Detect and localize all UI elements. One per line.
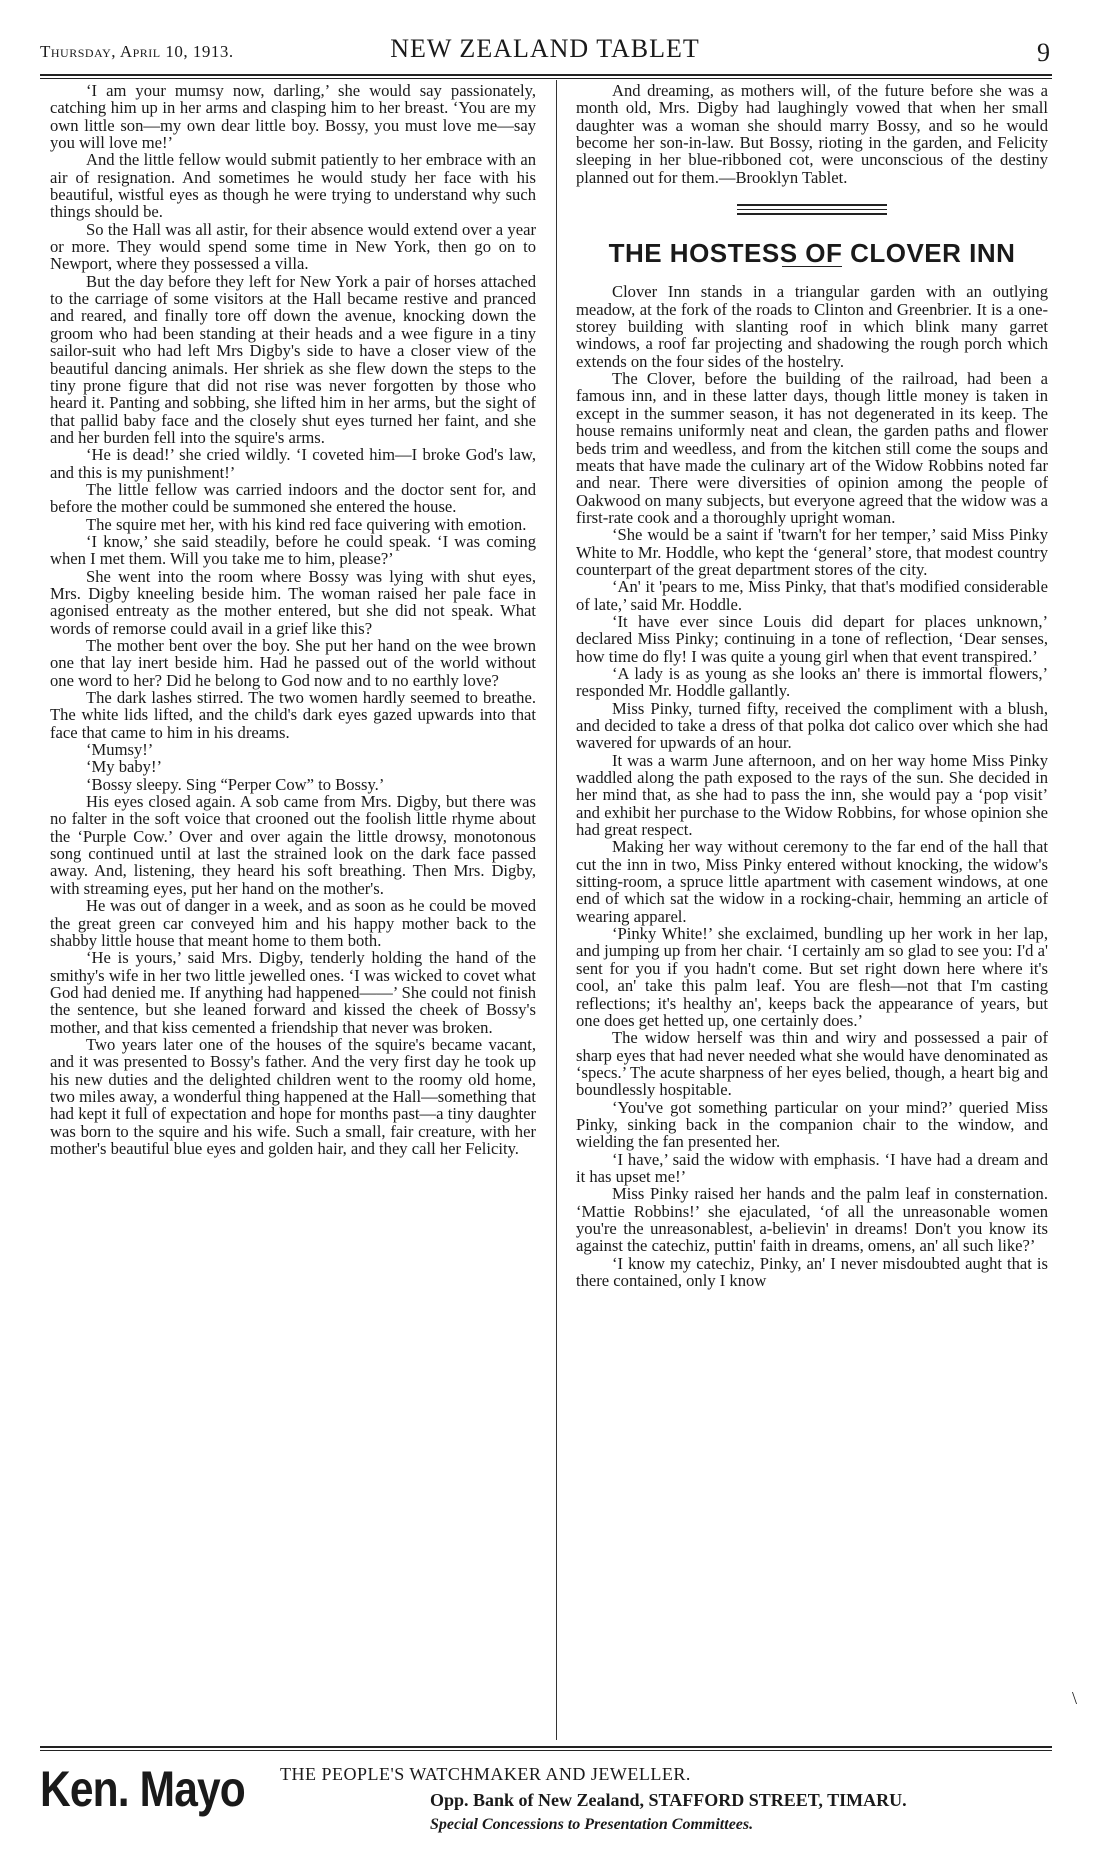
paragraph: ‘Mumsy!’ [86,740,154,760]
paragraph: She went into the room where Bossy was lying with shut eyes, Mrs. Digby kneeling beside him. The woman raised her pale face in agonised entreaty as the mother entered, but she did not speak. What words of remorse could avail in a grief like this? [50,566,536,638]
margin-mark: \ [1072,1688,1078,1708]
paragraph: Making her way without ceremony to the far end of the hall that cut the inn in two, Miss Pinky entered without knocking, the widow's sitting-room, a spruce little apartment with casement windows, at one end of which sat the widow in a rocking-chair, hemming an article of wearing apparel. [576,837,1048,926]
publication-title: NEW ZEALAND TABLET [390,34,700,63]
paragraph: It was a warm June afternoon, and on her way home Miss Pinky waddled along the path exposed to the rays of the sun. She decided in her mind that, as she had to pass the inn, she would pay a ‘pop visit’ and exhibit her purchase to the Widow Robbins, for whose opinion she had great respect. [576,750,1048,840]
page-header [40,34,1050,72]
paragraph: Miss Pinky, turned fifty, received the compliment with a blush, and decided to take a dress of that polka dot calico over which she had wavered for upwards of an hour. [576,698,1048,753]
paragraph: The little fellow was carried indoors and the doctor sent for, and before the mother could be summoned she entered the house. [50,479,536,517]
paragraph: ‘I know,’ she said steadily, before he could speak. ‘I was coming when I met them. Will you take me to him, please?’ [50,531,536,569]
ad-tagline: THE PEOPLE'S WATCHMAKER AND JEWELLER. [280,1764,691,1784]
ad-address: Opp. Bank of New Zealand, STAFFORD STREET, TIMARU. [430,1790,907,1810]
paragraph: Miss Pinky raised her hands and the palm leaf in consternation. ‘Mattie Robbins!’ she ejaculated, ‘of all the unreasonable women you're the unreasonablest, a-believin' in dreams! Don't you know its against the catechiz, puttin' faith in dreams, omens, an' all such like?’ [576,1184,1048,1256]
paragraph: He was out of danger in a week, and as soon as he could be moved the great green car conveyed him and his happy mother back to the shabby little house that meant home to them both. [50,896,536,950]
ad-brand-logo: Ken. Mayo [40,1761,245,1817]
paragraph: The widow herself was thin and wiry and possessed a pair of sharp eyes that had never needed what she would have denominated as ‘specs.’ The acute sharpness of her eyes belied, though, a heart big and boundlessly hospitable. [576,1028,1048,1100]
paragraph: His eyes closed again. A sob came from Mrs. Digby, but there was no falter in the soft voice that crooned out the foolish little rhyme about the ‘Purple Cow.’ Over and over again the little drowsy, monotonous song continued until at last the strained look on the dark face passed away. And, listening, they heard his soft breathing. Then Mrs. Digby, with streaming eyes, put her hand on the mother's. [50,792,536,898]
paragraph: So the Hall was all astir, for their absence would extend over a year or more. They would spend some time in New York, then go on to Newport, where they possessed a villa. [50,219,536,274]
right-column [576,82,1048,1740]
paragraph: ‘I am your mumsy now, darling,’ she would say passionately, catching him up in her arms and clasping him to her breast. ‘You are my own little son—my own dear little boy. Bossy, you must love me—say you will love me!’ [50,82,536,153]
footer-rule [40,1746,1052,1748]
paragraph: ‘I have,’ said the widow with emphasis. ‘I have had a dream and it has upset me!’ [576,1149,1048,1186]
footer-rule-thin [40,1750,1052,1751]
intro-paragraph: And dreaming, as mothers will, of the future before she was a month old, Mrs. Digby had laughingly vowed that when her small daughter was a woman she should marry Bossy, and so he would become her son-in-law. But Bossy, rioting in the garden, and Felicity sleeping in her blue-ribboned cot, were unconscious of the destiny planned out for them.—Brooklyn Tablet. [576,82,1048,187]
paragraph: ‘It have ever since Louis did depart for places unknown,’ declared Miss Pinky; continuing in a tone of reflection, ‘Dear senses, how time do fly! I was quite a young girl when that event transpired.’ [576,611,1048,666]
paragraph: The Clover, before the building of the railroad, had been a famous inn, and in these latter days, though little money is taken in except in the summer season, it has not degenerated in its keep. The house remains uniformly neat and clean, the garden paths and flower beds trim and weedless, and from the kitchen still come the soups and meats that have made the culinary art of the Widow Robbins noted far and near. There were diversities of opinion among the people of Oakwood on many subjects, but everyone agreed that the widow was a first-rate cook and a thoroughly upright woman. [576,369,1048,527]
header-rule-thin [40,78,1052,79]
paragraph: The mother bent over the boy. She put her hand on the wee brown one that lay inert beside him. Had he passed out of the world without one word to her? Did he belong to God now and to no earthly love? [50,636,536,690]
paragraph: But the day before they left for New York a pair of horses attached to the carriage of some visitors at the Hall became restive and pranced and reared, and finally tore off down the avenue, knocking down the groom who had been standing at their heads and a wee figure in a tiny sailor-suit who had left Mrs Digby's side to have a closer view of the beautiful dancing animals. Her shriek as she flew down the steps to the tiny prone figure that did not rise was never forgotten by those who heard it. Panting and sobbing, she lifted him in her arms, but the sight of that pallid baby face and the closely shut eyes turned her faint, and she and her burden fell into the squire's arms. [50,271,536,447]
paragraph: ‘A lady is as young as she looks an' there is immortal flowers,’ responded Mr. Hoddle gallantly. [576,663,1048,701]
paragraph: ‘My baby!’ [86,757,163,777]
page-number: 9 [1037,38,1050,67]
left-column [50,82,536,1740]
paragraph: ‘An' it 'pears to me, Miss Pinky, that that's modified considerable of late,’ said Mr. Hoddle. [576,577,1048,614]
paragraph: Clover Inn stands in a triangular garden with an outlying meadow, at the fork of the roads to Clinton and Greenbrier. It is a one-storey building with slanting roof in which blink many garret windows, a roof far projecting and shadowing the rough porch which extends on the four sides of the hostelry. [576,282,1048,371]
section-ornament [737,204,887,215]
paragraph: ‘You've got something particular on your mind?’ queried Miss Pinky, sinking back in the companion chair to the window, and wielding the fan presented her. [576,1097,1048,1152]
header-rule [40,74,1052,76]
paragraph: The squire met her, with his kind red face quivering with emotion. [86,514,527,534]
article-title: THE HOSTESS OF CLOVER INN [608,238,1016,269]
paragraph: ‘I know my catechiz, Pinky, an' I never misdoubted aught that is there contained, only I know [576,1253,1048,1290]
paragraph: ‘She would be a saint if 'twarn't for her temper,’ said Miss Pinky White to Mr. Hoddle, who kept the ‘general’ store, that modest country counterpart of the great department stores of the city. [576,525,1048,579]
advertisement [40,1758,1052,1848]
paragraph: ‘He is dead!’ she cried wildly. ‘I coveted him—I broke God's law, and this is my punishment!’ [50,445,536,482]
paragraph: And the little fellow would submit patiently to her embrace with an air of resignation. And sometimes he would study her face with his beautiful, wistful eyes as though he were trying to understand why such things should be. [50,150,536,222]
ad-offer: Special Concessions to Presentation Committees. [430,1816,754,1833]
paragraph: The dark lashes stirred. The two women hardly seemed to breathe. The white lids lifted, and the child's dark eyes gazed upwards into that face that came to him in his dreams. [50,688,536,742]
paragraph: ‘He is yours,’ said Mrs. Digby, tenderly holding the hand of the smithy's wife in her two little jewelled ones. ‘I was wicked to covet what God had denied me. If anything had happened——’ She could not finish the sentence, but she leaned forward and kissed the cheek of Bossy's mother, and that kiss cemented a friendship that never was broken. [50,948,536,1037]
paragraph: ‘Bossy sleepy. Sing “Perper Cow” to Bossy.’ [86,774,385,794]
column-divider [556,80,557,1740]
paragraph: ‘Pinky White!’ she exclaimed, bundling up her work in her lap, and jumping up from her chair. ‘I certainly am so glad to see you: I'd a' sent for you if you hadn't come. But set right down here where it's cool, an' take this palm leaf. You are flesh—not that I'm casting reflections; it's healthy an', keeps back the appearance of years, but one does get hetted up, one certainly does.’ [576,924,1048,1030]
issue-date: Thursday, April 10, 1913. [40,42,234,61]
paragraph: Two years later one of the houses of the squire's became vacant, and it was presented to Bossy's father. And the very first day he took up his new duties and the delighted children went to the roomy old home, two miles away, a wonderful thing happened at the Hall—something that had kept it full of expectation and hope for months past—a tiny daughter was born to the squire and his wife. Such a small, fair creature, with her mother's beautiful blue eyes and golden hair, and they call her Felicity. [50,1034,536,1158]
